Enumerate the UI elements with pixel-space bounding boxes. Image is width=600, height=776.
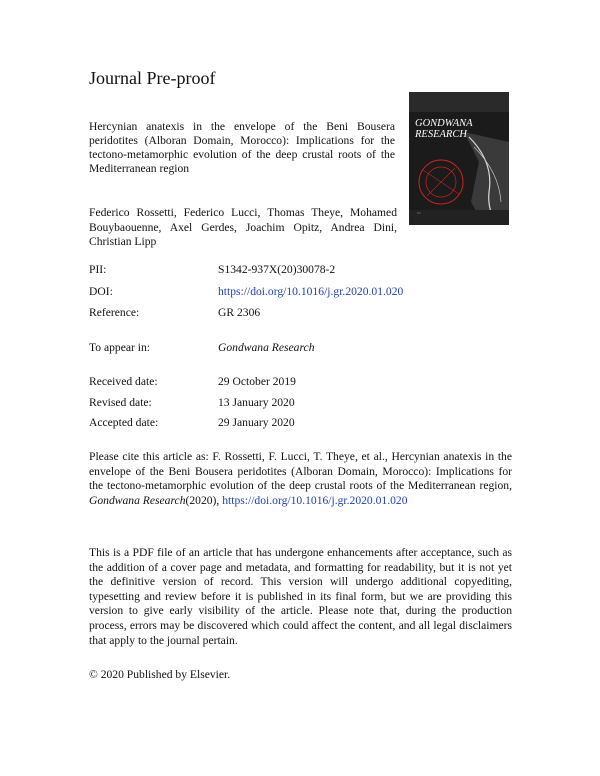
meta-value-reference: GR 2306: [218, 306, 261, 319]
cover-art: [409, 92, 509, 225]
cover-title-line1: GONDWANA: [415, 118, 473, 129]
citation-doi-link[interactable]: https://doi.org/10.1016/j.gr.2020.01.020: [222, 493, 408, 507]
meta-value-accepted: 29 January 2020: [218, 416, 295, 429]
meta-label-received: Received date:: [89, 375, 158, 388]
journal-preproof-heading: Journal Pre-proof: [89, 68, 216, 88]
meta-value-doi-link[interactable]: https://doi.org/10.1016/j.gr.2020.01.020: [218, 285, 404, 298]
citation-paragraph: [89, 450, 512, 508]
citation-text: Please cite this article as: F. Rossetti, F. Lucci, T. Theye, et al., Hercynian anatexis in the envelope of the Beni Bousera peridotites (Alboran Domain, Morocco): Implications for the tectono-metamorphic evolution of the deep crustal roots of the Mediterranean region,: [89, 450, 512, 493]
preproof-notice: This is a PDF file of an article that has undergone enhancements after acceptance, such as the addition of a cover page and metadata, and formatting for readability, but it is not yet the definitive version of record. This version will undergo additional copyediting, typesetting and review before it is published in its final form, but we are providing this version to give early visibility of the article. Please note that, during the production process, errors may be discovered which could affect the content, and all legal disclaimers that apply to the journal pertain.: [89, 546, 512, 647]
journal-cover-image: [409, 92, 509, 225]
article-authors: Federico Rossetti, Federico Lucci, Thomas Theye, Mohamed Bouybaouenne, Axel Gerdes, Joachim Opitz, Andrea Dini, Christian Lipp: [89, 206, 397, 248]
copyright-line: © 2020 Published by Elsevier.: [89, 668, 231, 681]
meta-value-journal: Gondwana Research: [218, 341, 315, 354]
article-title: Hercynian anatexis in the envelope of the Beni Bousera peridotites (Alboran Domain, Morocco): Implications for the tectono-metamorphic evolution of the deep crustal roots of the Mediterranean region: [89, 120, 395, 175]
meta-label-revised: Revised date:: [89, 396, 152, 409]
meta-value-revised: 13 January 2020: [218, 396, 295, 409]
meta-label-reference: Reference:: [89, 306, 140, 319]
meta-value-pii: S1342-937X(20)30078-2: [218, 263, 336, 276]
meta-label-appear-in: To appear in:: [89, 341, 150, 354]
citation-year: (2020),: [185, 493, 223, 507]
meta-label-accepted: Accepted date:: [89, 416, 159, 429]
meta-label-doi: DOI:: [89, 285, 113, 298]
cover-title-line2: RESEARCH: [415, 129, 467, 140]
meta-value-received: 29 October 2019: [218, 375, 296, 388]
svg-text:•••: •••: [417, 211, 421, 215]
citation-journal: Gondwana Research: [89, 493, 186, 507]
meta-label-pii: PII:: [89, 263, 107, 276]
